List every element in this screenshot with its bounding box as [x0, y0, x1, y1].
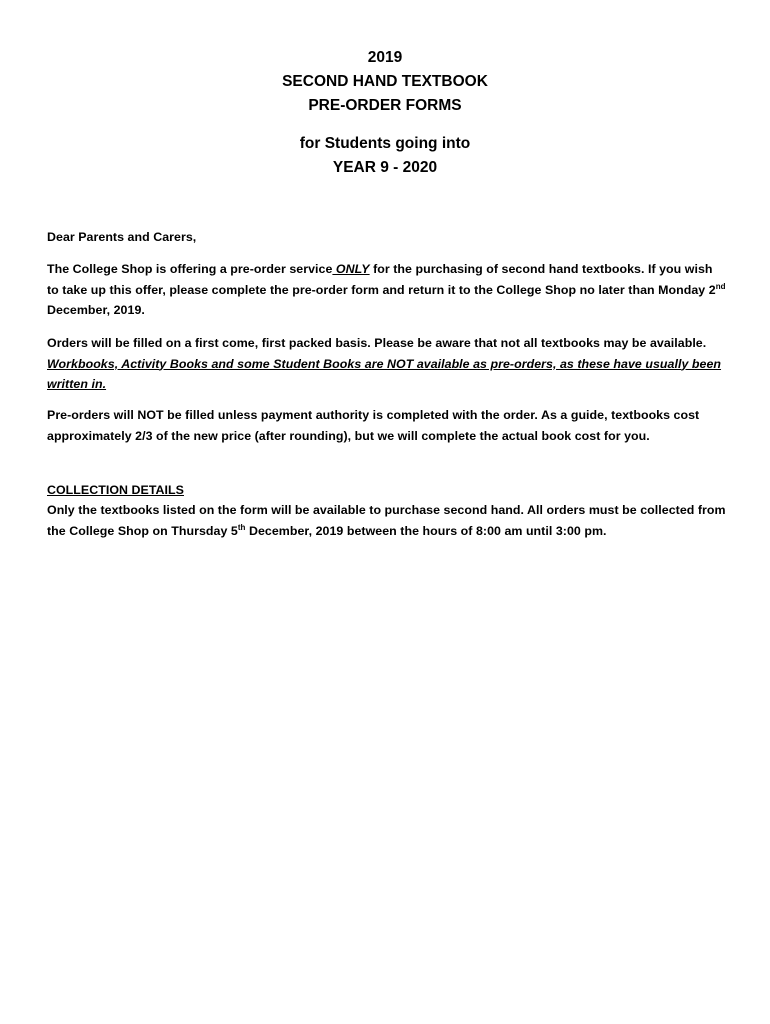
collection-ordinal-suffix: th — [237, 522, 246, 532]
paragraph-preorder-service — [47, 259, 727, 321]
para2-emphasis: Workbooks, Activity Books and some Student Books are NOT available as pre-orders, as these have usually been written in. — [47, 356, 722, 391]
title-line-2: PRE-ORDER FORMS — [308, 97, 462, 114]
para1-text-b: for the purchasing of second hand textbooks. If you wish to take up this offer, please complete the pre-order form and return it to the College Shop no later than Monday 2 — [47, 262, 716, 297]
para2-text: Orders will be filled on a first come, first packed basis. Please be aware that not all textbooks may be available. — [47, 336, 707, 350]
paragraph-orders-filled — [47, 333, 727, 395]
para1-text-c: December, 2019. — [47, 303, 145, 317]
title-line-1: SECOND HAND TEXTBOOK — [282, 73, 488, 90]
collection-text-b: December, 2019 between the hours of 8:00 am until 3:00 pm. — [245, 523, 607, 538]
paragraph-payment-authority: Pre-orders will NOT be filled unless payment authority is completed with the order. As a guide, textbooks cost approximately 2/3 of the new price (after rounding), but we will complete the actual book cost for you. — [47, 408, 700, 443]
title-year: 2019 — [367, 49, 403, 66]
paragraph-collection-details — [47, 500, 727, 541]
subtitle-line-2: YEAR 9 - 2020 — [332, 159, 438, 176]
para1-ordinal-suffix: nd — [715, 281, 726, 291]
document-title — [0, 46, 770, 118]
document-subtitle — [0, 132, 770, 180]
collection-details-heading: COLLECTION DETAILS — [47, 483, 184, 497]
subtitle-line-1: for Students going into — [299, 135, 471, 152]
para1-text-a: The College Shop is offering a pre-order service — [47, 262, 333, 276]
salutation: Dear Parents and Carers, — [47, 230, 197, 244]
collection-text-a: Only the textbooks listed on the form will be available to purchase second hand. All orders must be collected from the College Shop on Thursday 5 — [47, 503, 726, 538]
para1-emphasis-only: ONLY — [332, 262, 370, 276]
